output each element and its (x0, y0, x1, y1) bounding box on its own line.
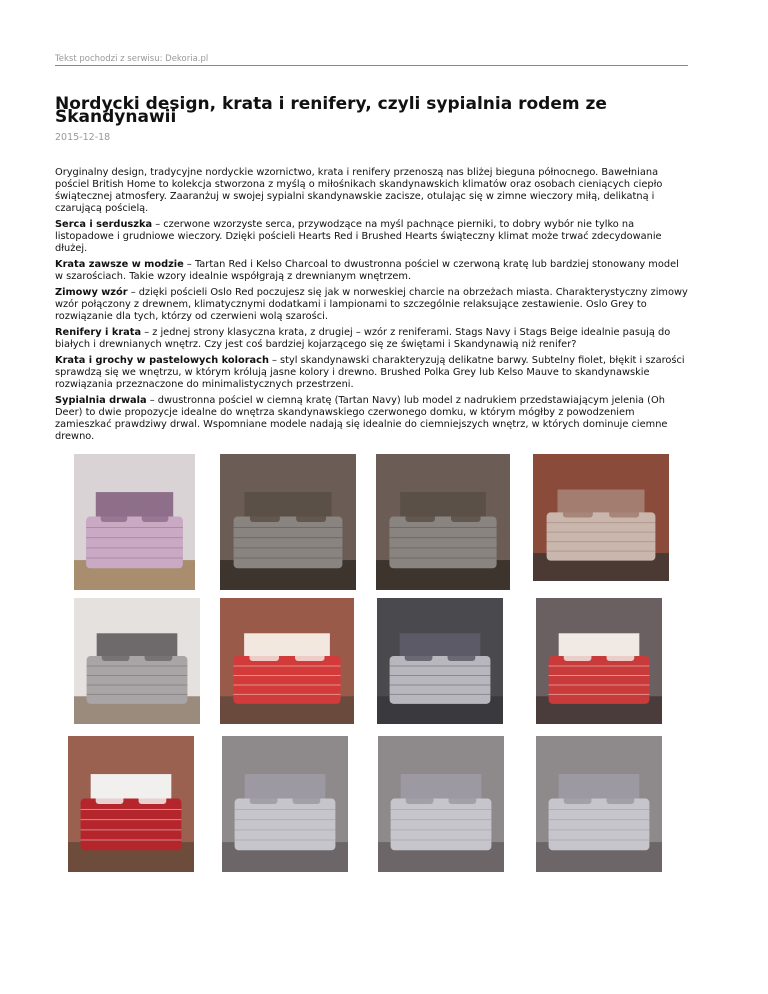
source-note: Tekst pochodzi z serwisu: Dekoria.pl (55, 54, 209, 64)
photo-bed (549, 799, 650, 851)
bedroom-photo[interactable] (536, 598, 662, 724)
photo-pillow (145, 648, 173, 661)
photo-pillow (563, 505, 593, 518)
photo-pillow (296, 508, 326, 522)
intro-paragraph: Oryginalny design, tradycyjne nordyckie wzornictwo, krata i renifery przenoszą nas bliżej bieguna północnego. Bawełniana pościel British Home to kolekcja stworzona z myślą o miłośnikach skandynawskich klimatów oraz osobach cieniących ciepło świątecznej atmosfery. Zaaranżuj w swojej sypialni skandynawskie zacisze, otulając się w zimne wieczory miłą, delikatną i czarującą pościelą. (55, 167, 663, 214)
photo-pillow (449, 790, 477, 804)
grey-textured-bedding-2-image (378, 736, 504, 872)
grey-stag-bedding-2-image (376, 454, 510, 590)
photo-pillow (293, 790, 321, 804)
photo-pillow (451, 508, 480, 522)
section-heading: Zimowy wzór (55, 287, 128, 298)
lilac-check-bedding-image (74, 454, 195, 590)
photo-pillow (249, 648, 278, 661)
section-heading: Krata zawsze w modzie (55, 259, 184, 270)
photo-bed (389, 517, 496, 569)
photo-bed (547, 512, 656, 560)
section-text: – dzięki pościeli Oslo Red poczujesz się jak w norweskiej charcie na obrzeżach miasta. Charakterystyczny zimowy wzór połączony z drewnem, klimatycznymi dodatkami i lampionami to szczególnie relaksujące zestawienie. Oslo Grey to rozwiązanie dla tych, którzy od czerwieni wolą szarości. (55, 287, 688, 322)
section-paragraph (55, 327, 688, 351)
red-floral-bedding-image (220, 598, 354, 724)
grey-textured-bedding-3-image (536, 736, 662, 872)
grey-hearts-bedding-image (74, 598, 200, 724)
grey-stag-bedding-image (220, 454, 356, 590)
photo-bed (235, 799, 336, 851)
bedroom-photo[interactable] (222, 736, 348, 872)
section-heading: Serca i serduszka (55, 219, 153, 230)
photo-pillow (607, 648, 635, 661)
photo-bed (390, 656, 491, 704)
photo-bed (233, 656, 340, 704)
section-paragraph (55, 287, 688, 323)
bedroom-photo[interactable] (74, 598, 200, 724)
photo-pillow (96, 790, 124, 804)
grey-nordic-pattern-bedding-image (377, 598, 503, 724)
bedroom-photo[interactable] (376, 454, 510, 590)
photo-pillow (564, 648, 592, 661)
bedroom-photo[interactable] (68, 736, 194, 872)
section-paragraph (55, 395, 688, 443)
section-text: – czerwone wzorzyste serca, przywodzące na myśl pachnące pierniki, to dobry wybór nie tylko na listopadowe i grudniowe wieczory. Dzięki pościeli Hearts Red i Brushed Hearts świąteczny klimat może trwać zdecydowanie dłużej. (55, 219, 662, 254)
photo-bed (81, 799, 182, 851)
header-divider (55, 65, 688, 66)
bedroom-photo[interactable] (220, 598, 354, 724)
photo-pillow (139, 790, 167, 804)
red-nordic-pattern-bedding-image (536, 598, 662, 724)
section-text: – dwustronna pościel w ciemną kratę (Tartan Navy) lub model z nadrukiem przedstawiającym jelenia (Oh Deer) to dwie propozycje idealne do wnętrza skandynawskiego czerwonego domku, w którym mógłby z powodzeniem zamieszkać prawdziwy drwal. Wspomniane modele nadają się idealnie do ciemniejszych wnętrz, w których dominuje ciemne drewno. (55, 395, 668, 442)
photo-pillow (102, 648, 130, 661)
bedroom-photo[interactable] (220, 454, 356, 590)
section-text: – Tartan Red i Kelso Charcoal to dwustronna pościel w czerwoną kratę lub bardziej stonowany model w szarościach. Takie wzory idealnie współgrają z drewnianym wnętrzem. (55, 259, 679, 282)
photo-pillow (406, 790, 434, 804)
photo-pillow (564, 790, 592, 804)
photo-bed (234, 517, 343, 569)
bedroom-photo[interactable] (533, 454, 669, 581)
photo-bed (549, 656, 650, 704)
photo-pillow (448, 648, 476, 661)
section-paragraph (55, 259, 688, 283)
bedroom-photo[interactable] (536, 736, 662, 872)
photo-pillow (101, 508, 128, 522)
section-paragraph (55, 219, 688, 255)
photo-pillow (405, 508, 434, 522)
photo-bed (86, 517, 183, 569)
photo-bed (87, 656, 188, 704)
section-heading: Sypialnia drwala (55, 395, 147, 406)
bedroom-photo[interactable] (74, 454, 195, 590)
photo-pillow (295, 648, 324, 661)
section-heading: Renifery i krata (55, 327, 142, 338)
beige-stag-bedding-image (533, 454, 669, 581)
section-text: – z jednej strony klasyczna krata, z drugiej – wzór z reniferami. Stags Navy i Stags Beige idealnie pasują do białych i drewnianych wnętrz. Czy jest coś bardziej kojarzącego się ze świętami i Skandynawią niż renifer? (55, 327, 671, 350)
section-heading: Krata i grochy w pastelowych kolorach (55, 355, 269, 366)
photo-pillow (405, 648, 433, 661)
photo-bed (391, 799, 492, 851)
red-dotted-bedding-image (68, 736, 194, 872)
bedroom-photo[interactable] (377, 598, 503, 724)
article-title: Nordycki design, krata i renifery, czyli sypialnia rodem ze Skandynawii (55, 94, 607, 127)
photo-pillow (142, 508, 169, 522)
photo-pillow (609, 505, 639, 518)
section-paragraph (55, 355, 688, 391)
article-date: 2015-12-18 (55, 132, 111, 143)
photo-pillow (607, 790, 635, 804)
grey-textured-bedding-image (222, 736, 348, 872)
photo-pillow (250, 790, 278, 804)
article-body (55, 167, 688, 447)
photo-pillow (250, 508, 280, 522)
bedroom-photo[interactable] (378, 736, 504, 872)
section-text: – styl skandynawski charakteryzują delikatne barwy. Subtelny fiolet, błękit i szarości sprawdzą się we wnętrzu, w którym królują jasne kolory i drewno. Brushed Polka Grey lub Kelso Mauve to skandynawskie rozwiązania przeznaczone do minimalistycznych przestrzeni. (55, 355, 685, 390)
